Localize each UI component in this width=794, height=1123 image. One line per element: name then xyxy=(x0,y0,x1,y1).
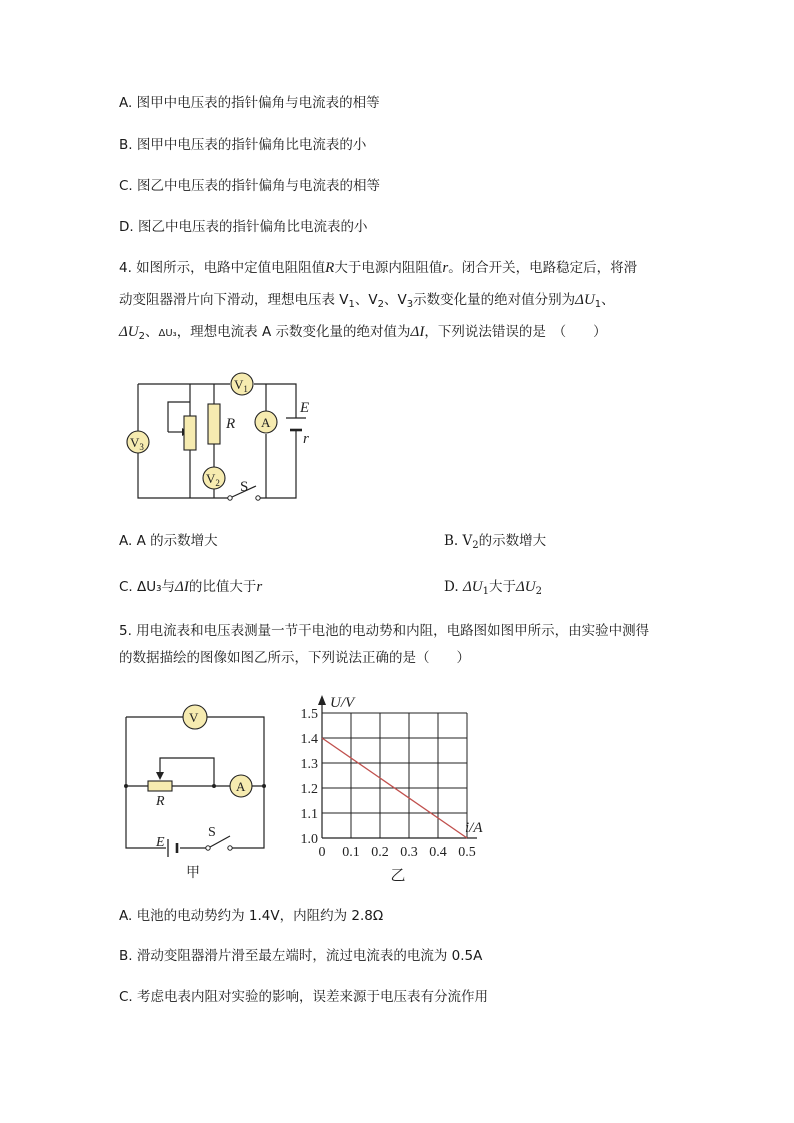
y-tick-label: 1.0 xyxy=(300,832,318,847)
q4-stem-line2 xyxy=(119,290,615,315)
q4-stem-line1 xyxy=(119,258,637,278)
y-axis-arrow xyxy=(318,695,326,705)
q4-dU3: ΔU₃ xyxy=(158,328,177,339)
switch-contact xyxy=(206,846,210,850)
q5-circuit-diagram xyxy=(118,700,278,885)
label-R: R xyxy=(226,416,236,432)
q4-option-b xyxy=(444,531,546,556)
q4-dU1: ΔU xyxy=(575,292,595,308)
q5-stem-line2: 的数据描绘的图像如图乙所示，下列说法正确的是（ ） xyxy=(119,650,470,666)
label-V1: $V_1$ xyxy=(234,377,248,394)
x-tick-label: 0 xyxy=(318,845,326,860)
y-axis-label: U/V xyxy=(330,695,355,711)
q4-option-d-dU1: ΔU xyxy=(462,579,483,595)
x-tick-label: 0.4 xyxy=(429,845,447,860)
q4-option-c-pre: C. ΔU₃与 xyxy=(119,579,176,595)
q4-text: 、 xyxy=(601,292,615,308)
caption-jia: 甲 xyxy=(186,865,200,881)
label-R: R xyxy=(156,794,165,809)
q4-option-d-pre: D. xyxy=(444,579,463,595)
q4-text: 动变阻器滑片向下滑动，理想电压表 V xyxy=(119,292,349,308)
label-A: A xyxy=(261,415,271,430)
label-r: r xyxy=(303,431,309,447)
chart-caption: 乙 xyxy=(390,866,406,884)
q4-option-b-pre: B. V xyxy=(444,533,473,549)
q4-sub: 2 xyxy=(472,540,479,551)
x-tick-label: 0.1 xyxy=(342,845,360,860)
q4-stem-line3 xyxy=(119,322,607,347)
x-tick-label: 0.5 xyxy=(458,845,476,860)
q4-sub: 2 xyxy=(138,331,146,342)
q3-option-a: A. 图甲中电压表的指针偏角与电流表的相等 xyxy=(119,95,380,111)
q4-option-c-mid: 的比值大于 xyxy=(188,579,257,595)
junction xyxy=(212,784,216,788)
q4-sub: 3 xyxy=(406,299,414,310)
q4-text: ，理想电流表 A 示数变化量的绝对值为 xyxy=(176,324,411,340)
q4-text: 。闭合开关，电路稳定后，将滑 xyxy=(448,260,638,276)
resistor-R xyxy=(208,404,220,444)
q4-circuit-diagram xyxy=(118,366,333,506)
q4-text: 4. 如图所示，电路中定值电阻阻值 xyxy=(119,260,326,276)
q4-option-d-mid: 大于 xyxy=(488,579,516,595)
q4-dU2: ΔU xyxy=(119,324,139,340)
q5-option-b: B. 滑动变阻器滑片滑至最左端时，流过电流表的电流为 0.5A xyxy=(119,948,483,964)
q4-sub: 2 xyxy=(377,299,385,310)
q4-option-d-dU2: ΔU xyxy=(515,579,536,595)
q5-option-c: C. 考虑电表内阻对实验的影响，误差来源于电压表有分流作用 xyxy=(119,989,489,1005)
q4-sub: 1 xyxy=(482,586,489,597)
q5-ui-graph xyxy=(290,690,505,885)
q4-option-a-text: A. A 的示数增大 xyxy=(119,533,218,549)
q3-option-d: D. 图乙中电压表的指针偏角比电流表的小 xyxy=(119,219,368,235)
wire xyxy=(258,430,296,498)
rheostat xyxy=(184,416,196,450)
x-axis-label: i/A xyxy=(465,820,483,836)
switch-contact xyxy=(228,846,232,850)
label-A: A xyxy=(236,779,246,794)
q4-sub: 1 xyxy=(594,299,602,310)
label-E: E xyxy=(156,835,165,850)
label-V: V xyxy=(189,710,199,725)
q4-text: 、V xyxy=(354,292,378,308)
junction xyxy=(124,784,128,788)
y-tick-label: 1.2 xyxy=(300,782,318,797)
q4-option-d xyxy=(444,577,542,602)
label-V2: $V_2$ xyxy=(206,471,220,488)
q4-text: 示数变化量的绝对值分别为 xyxy=(413,292,576,308)
y-tick-label: 1.3 xyxy=(300,757,318,772)
q4-dI: ΔI xyxy=(410,324,425,340)
label-S: S xyxy=(240,479,249,495)
slider-arrow xyxy=(156,772,164,780)
q4-text: 、 xyxy=(145,324,159,340)
q3-option-c: C. 图乙中电压表的指针偏角与电流表的相等 xyxy=(119,178,381,194)
q4-text: 大于电源内阻阻值 xyxy=(334,260,443,276)
label-V3: $V_3$ xyxy=(130,435,144,452)
switch-contact xyxy=(256,496,260,500)
q4-option-c xyxy=(119,577,262,597)
q4-sub: 1 xyxy=(348,299,355,310)
label-E: E xyxy=(300,400,310,416)
q4-var-R: R xyxy=(325,260,335,276)
q4-option-b-post: 的示数增大 xyxy=(478,533,547,549)
y-tick-label: 1.5 xyxy=(300,707,318,722)
q4-var-r: r xyxy=(442,260,449,276)
q4-option-a xyxy=(119,531,218,551)
q4-text: 、V xyxy=(384,292,407,308)
rheostat xyxy=(148,781,172,791)
q4-text: ，下列说法错误的是 （ ） xyxy=(424,324,607,340)
q4-option-c-dI: ΔI xyxy=(175,579,189,595)
x-tick-label: 0.2 xyxy=(371,845,389,860)
junction xyxy=(262,784,266,788)
q3-option-b: B. 图甲中电压表的指针偏角比电流表的小 xyxy=(119,137,367,153)
switch-contact xyxy=(228,496,232,500)
label-S: S xyxy=(208,825,216,840)
x-tick-label: 0.3 xyxy=(400,845,418,860)
q5-stem-line1: 5. 用电流表和电压表测量一节干电池的电动势和内阻，电路图如图甲所示，由实验中测得 xyxy=(119,623,650,639)
q4-option-c-r: r xyxy=(256,579,263,595)
y-tick-label: 1.1 xyxy=(300,807,318,822)
q4-sub: 2 xyxy=(535,586,542,597)
q5-option-a: A. 电池的电动势约为 1.4V，内阻约为 2.8Ω xyxy=(119,908,384,924)
y-tick-label: 1.4 xyxy=(300,732,318,747)
